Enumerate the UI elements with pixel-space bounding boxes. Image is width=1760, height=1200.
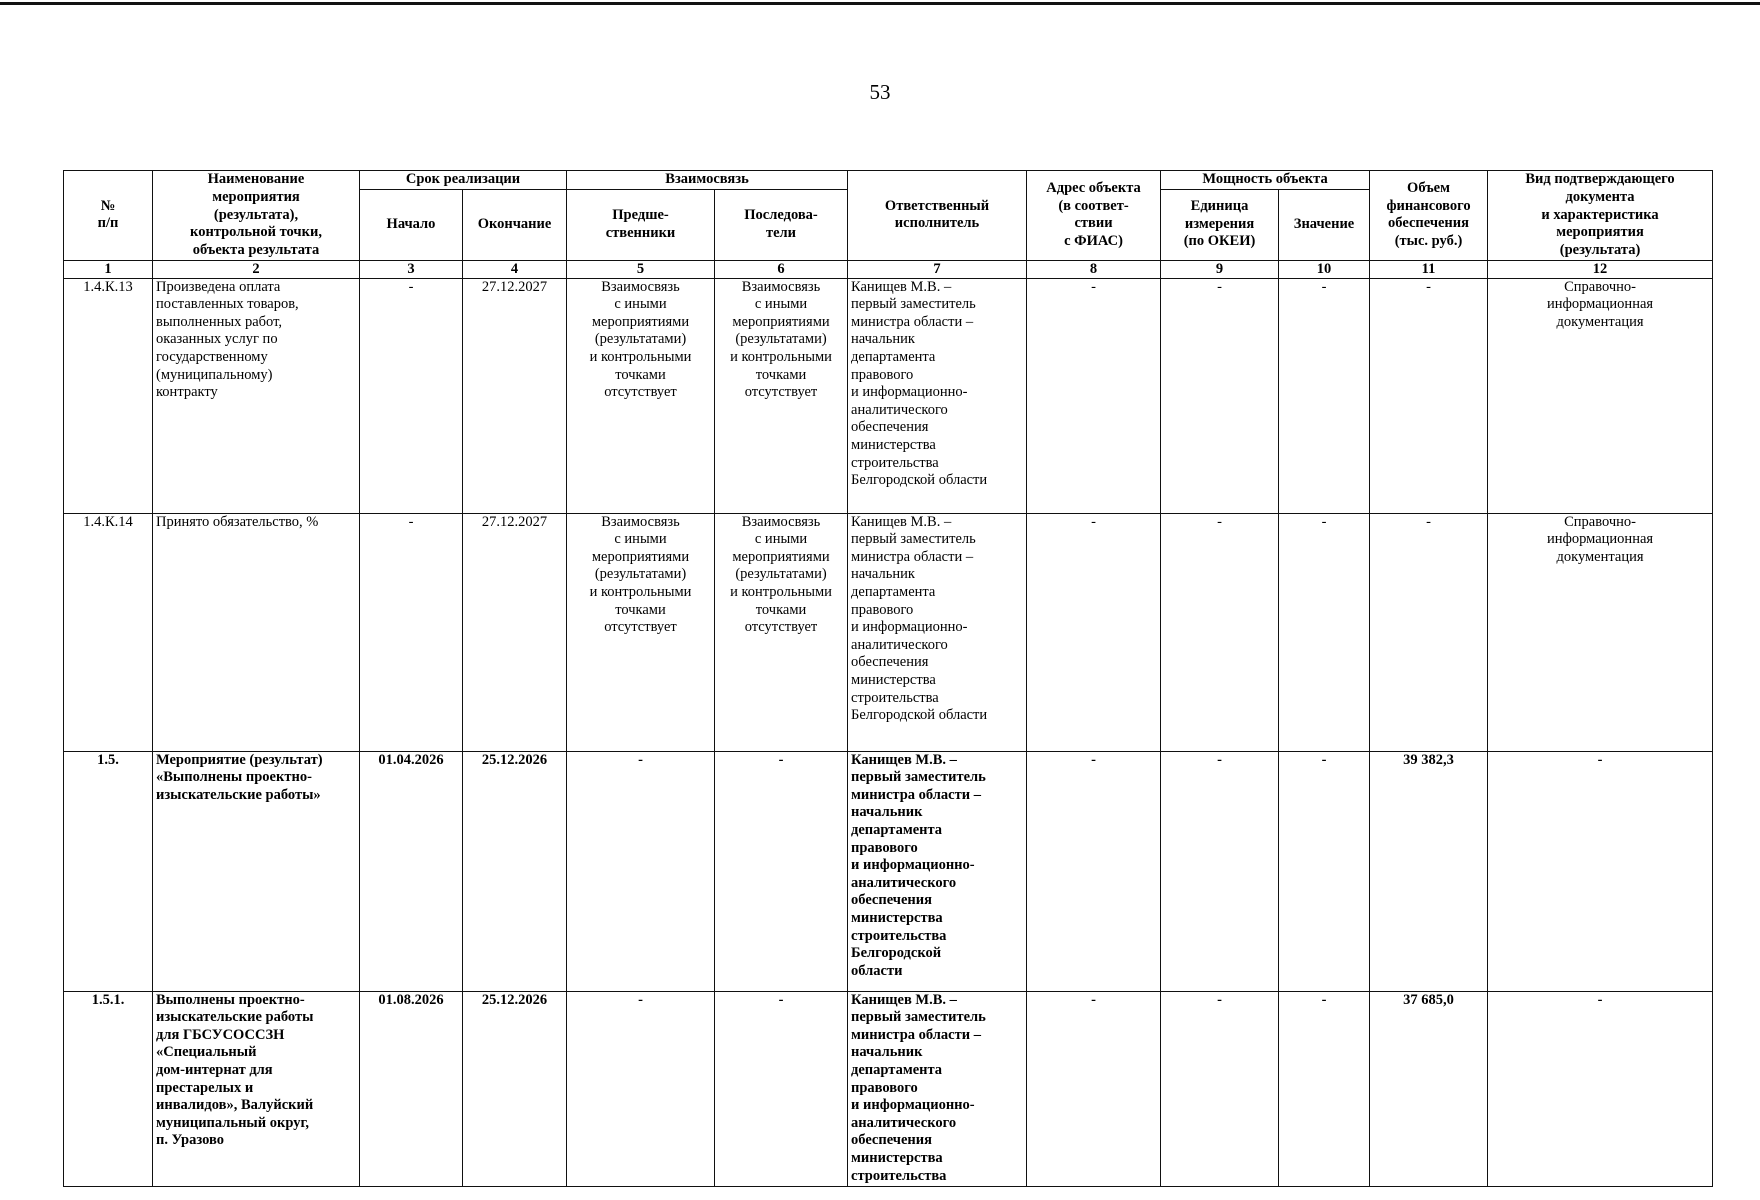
table-row [64,751,1713,991]
header-power: Мощность объекта [1161,171,1370,190]
header-link-next: Последова- тели [715,189,848,260]
column-number: 7 [848,260,1027,278]
cell-num: 1.4.К.14 [64,513,153,751]
header-term: Срок реализации [360,171,567,190]
header-name: Наименование мероприятия (результата), контрольной точки, объекта результата [153,171,360,261]
cell-name: Принято обязательство, % [153,513,360,751]
header-doc: Вид подтверждающего документа и характеристика мероприятия (результата) [1488,171,1713,261]
header-responsible: Ответственный исполнитель [848,171,1027,261]
cell-predecessors: - [567,751,715,991]
cell-start: 01.08.2026 [360,991,463,1186]
header-power-unit: Единица измерения (по ОКЕИ) [1161,189,1279,260]
cell-end: 27.12.2027 [463,513,567,751]
column-number: 6 [715,260,848,278]
cell-start: - [360,278,463,513]
column-number-row [64,260,1713,278]
header-power-value: Значение [1279,189,1370,260]
cell-end: 25.12.2026 [463,751,567,991]
cell-finance: - [1370,278,1488,513]
cell-finance: - [1370,513,1488,751]
table-header [64,171,1713,279]
cell-doc: Справочно- информационная документация [1488,278,1713,513]
cell-predecessors: Взаимосвязь с иными мероприятиями (результатами) и контрольными точками отсутствует [567,278,715,513]
cell-end: 27.12.2027 [463,278,567,513]
cell-finance: 37 685,0 [1370,991,1488,1186]
cell-value: - [1279,991,1370,1186]
cell-responsible: Канищев М.В. – первый заместитель министра области – начальник департамента правового и информационно- аналитического обеспечения министерства строительства Белгородской области [848,751,1027,991]
cell-successors: Взаимосвязь с иными мероприятиями (результатами) и контрольными точками отсутствует [715,513,848,751]
cell-finance: 39 382,3 [1370,751,1488,991]
plan-table [63,170,1713,1187]
table-row [64,991,1713,1186]
cell-predecessors: Взаимосвязь с иными мероприятиями (результатами) и контрольными точками отсутствует [567,513,715,751]
header-link-pred: Предше- ственники [567,189,715,260]
column-number: 2 [153,260,360,278]
cell-address: - [1027,278,1161,513]
column-number: 10 [1279,260,1370,278]
cell-address: - [1027,751,1161,991]
cell-responsible: Канищев М.В. – первый заместитель министра области – начальник департамента правового и информационно- аналитического обеспечения министерства строительства Белгородской области [848,278,1027,513]
cell-doc: Справочно- информационная документация [1488,513,1713,751]
column-number: 12 [1488,260,1713,278]
cell-predecessors: - [567,991,715,1186]
cell-name: Мероприятие (результат) «Выполнены проектно- изыскательские работы» [153,751,360,991]
column-number: 5 [567,260,715,278]
cell-value: - [1279,751,1370,991]
cell-end: 25.12.2026 [463,991,567,1186]
header-finance: Объем финансового обеспечения (тыс. руб.) [1370,171,1488,261]
cell-address: - [1027,991,1161,1186]
cell-doc: - [1488,751,1713,991]
column-number: 1 [64,260,153,278]
column-number: 3 [360,260,463,278]
header-link: Взаимосвязь [567,171,848,190]
cell-unit: - [1161,991,1279,1186]
column-number: 4 [463,260,567,278]
top-border-line [0,2,1760,5]
cell-unit: - [1161,278,1279,513]
cell-start: 01.04.2026 [360,751,463,991]
cell-value: - [1279,278,1370,513]
header-num: № п/п [64,171,153,261]
cell-successors: - [715,991,848,1186]
cell-unit: - [1161,751,1279,991]
column-number: 8 [1027,260,1161,278]
cell-responsible: Канищев М.В. – первый заместитель министра области – начальник департамента правового и информационно- аналитического обеспечения министерства строительства Белгородской области [848,513,1027,751]
cell-name: Произведена оплата поставленных товаров, выполненных работ, оказанных услуг по государственному (муниципальному) контракту [153,278,360,513]
cell-start: - [360,513,463,751]
table-row [64,513,1713,751]
cell-successors: Взаимосвязь с иными мероприятиями (результатами) и контрольными точками отсутствует [715,278,848,513]
cell-address: - [1027,513,1161,751]
cell-num: 1.4.К.13 [64,278,153,513]
cell-name: Выполнены проектно- изыскательские работы для ГБСУСОССЗН «Специальный дом-интернат для престарелых и инвалидов», Валуйский муниципальный округ, п. Уразово [153,991,360,1186]
cell-responsible: Канищев М.В. – первый заместитель министра области – начальник департамента правового и информационно- аналитического обеспечения министерства строительства [848,991,1027,1186]
cell-doc: - [1488,991,1713,1186]
header-term-end: Окончание [463,189,567,260]
cell-num: 1.5. [64,751,153,991]
header-address: Адрес объекта (в соответ- ствии с ФИАС) [1027,171,1161,261]
column-number: 9 [1161,260,1279,278]
cell-num: 1.5.1. [64,991,153,1186]
cell-successors: - [715,751,848,991]
cell-value: - [1279,513,1370,751]
cell-unit: - [1161,513,1279,751]
column-number: 11 [1370,260,1488,278]
page-number: 53 [869,80,891,104]
header-term-start: Начало [360,189,463,260]
table-row [64,278,1713,513]
table-body [64,278,1713,1186]
